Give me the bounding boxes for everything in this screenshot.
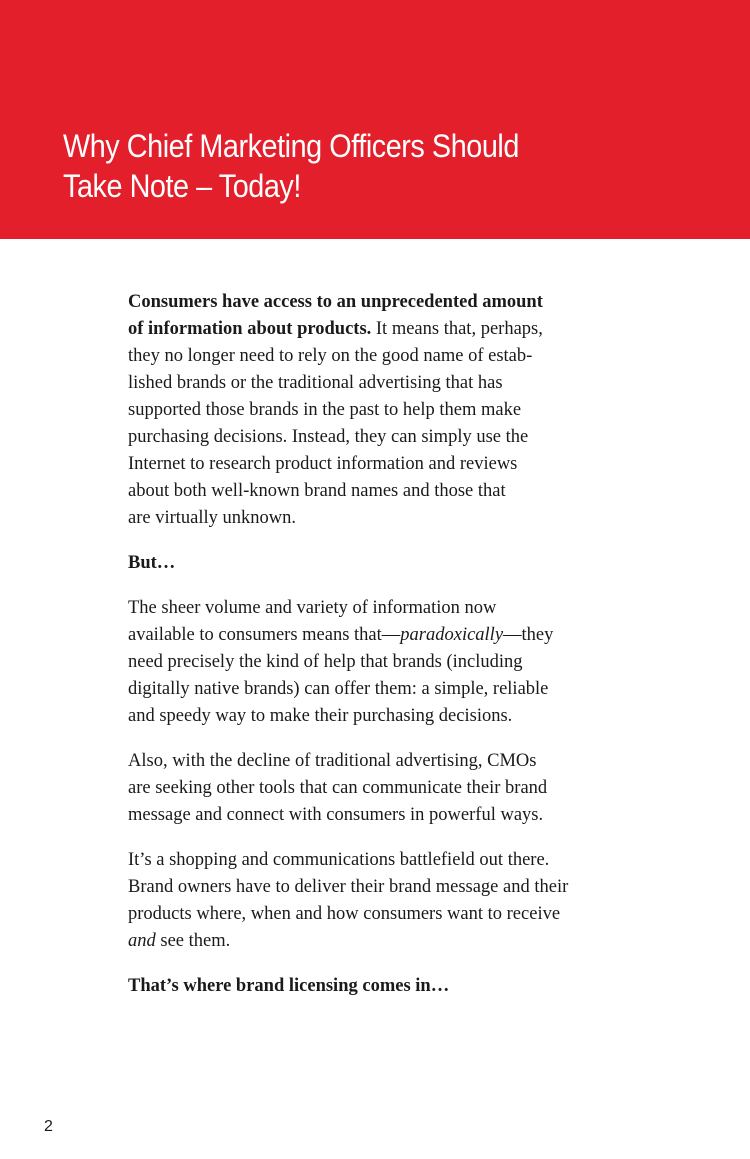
italic-word: paradoxically [400, 625, 504, 645]
text-line: digitally native brands) can offer them: a simple, reliable [128, 679, 549, 699]
paragraph-intro [128, 289, 608, 532]
bold-lead: of information about products. [128, 319, 372, 339]
bold-heading: But… [128, 553, 176, 573]
bold-lead: Consumers have access to an unprecedented amount [128, 292, 543, 312]
text-line: are virtually unknown. [128, 508, 296, 528]
body-text [128, 289, 608, 1018]
bold-closing: That’s where brand licensing comes in… [128, 976, 450, 996]
text-run: —they [503, 625, 554, 645]
text-line: they no longer need to rely on the good name of estab- [128, 346, 533, 366]
title-line-1: Why Chief Marketing Officers Should [63, 128, 519, 164]
text-line: products where, when and how consumers want to receive [128, 904, 561, 924]
text-line: need precisely the kind of help that brands (including [128, 652, 523, 672]
text-run: It means that, perhaps, [371, 319, 543, 339]
page-number: 2 [44, 1118, 53, 1135]
text-line: Brand owners have to deliver their brand message and their [128, 877, 569, 897]
header-banner [0, 0, 750, 239]
text-line: Also, with the decline of traditional advertising, CMOs [128, 751, 537, 771]
text-line [128, 289, 608, 316]
paragraph-cmos [128, 748, 608, 829]
text-line: about both well-known brand names and those that [128, 481, 506, 501]
text-line: and speedy way to make their purchasing decisions. [128, 706, 513, 726]
text-line: message and connect with consumers in powerful ways. [128, 805, 544, 825]
text-line [128, 316, 608, 343]
text-run: see them. [155, 931, 231, 951]
text-line: The sheer volume and variety of information now [128, 598, 497, 618]
title-line-2: Take Note – Today! [63, 168, 301, 204]
text-run: available to consumers means that— [128, 625, 401, 645]
page-title [63, 126, 639, 206]
paragraph-closing [128, 973, 608, 1000]
italic-word: and [128, 931, 156, 951]
text-line: Internet to research product information and reviews [128, 454, 518, 474]
text-line: are seeking other tools that can communicate their brand [128, 778, 548, 798]
paragraph-volume [128, 595, 608, 730]
paragraph-but [128, 550, 608, 577]
paragraph-battlefield [128, 847, 608, 955]
text-line: supported those brands in the past to help them make [128, 400, 522, 420]
text-line: lished brands or the traditional advertising that has [128, 373, 503, 393]
text-line: purchasing decisions. Instead, they can simply use the [128, 427, 529, 447]
text-line: It’s a shopping and communications battlefield out there. [128, 850, 550, 870]
text-line [128, 928, 608, 955]
text-line [128, 622, 608, 649]
